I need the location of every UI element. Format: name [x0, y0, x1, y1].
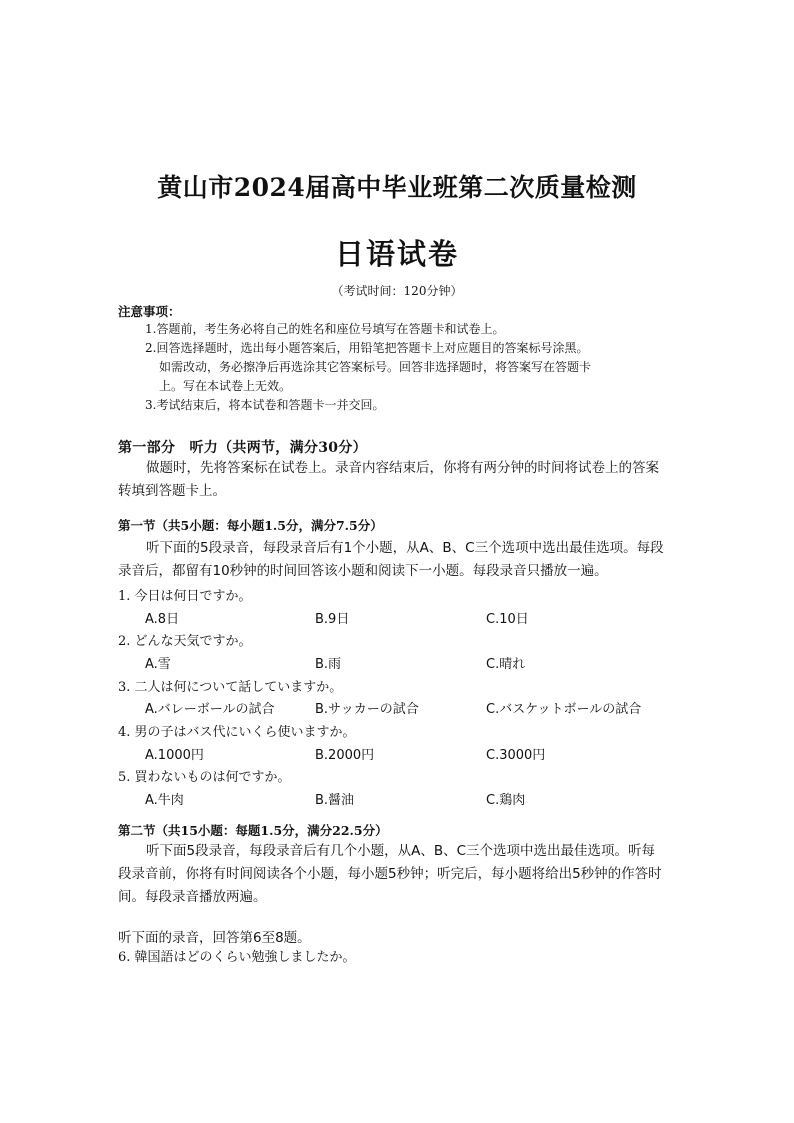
option-c: C.3000円: [486, 748, 546, 763]
option-b: B.サッカーの試合: [315, 702, 419, 717]
option-a: A.雪: [145, 657, 171, 672]
question-text: 5. 買わないものは何ですか。: [118, 770, 291, 785]
part1-heading: 第一部分 听力（共两节，满分30分）: [118, 440, 367, 456]
option-a: A.1000円: [145, 748, 204, 763]
option-b: B.9日: [315, 612, 350, 627]
option-b: B.2000円: [315, 748, 375, 763]
option-a: A.8日: [145, 612, 180, 627]
section2-instruction: 听下面的录音，回答第6至8题。: [118, 930, 311, 946]
exam-time-note: （考试时间：120分钟）: [331, 284, 463, 298]
notice-item: 1.答题前，考生务必将自己的姓名和座位号填写在答题卡和试卷上。: [145, 322, 505, 336]
option-a: A.バレーボールの試合: [145, 702, 275, 717]
section1-intro: 听下面的5段录音，每段录音后有1个小题，从A、B、C三个选项中选出最佳选项。每段录音后，都留有10秒钟的时间回答该小题和阅读下一小题。每段录音只播放一遍。: [118, 540, 664, 579]
exam-subtitle: 日语试卷: [334, 237, 459, 271]
question-text: 2. どんな天気ですか。: [118, 634, 252, 649]
notice-list: [145, 320, 675, 415]
section2-heading: 第二节（共15小题：每题1.5分，满分22.5分）: [118, 823, 388, 838]
section1-heading: 第一节（共5小题：每小题1.5分，满分7.5分）: [118, 518, 383, 533]
option-c: C.バスケットボールの試合: [486, 702, 642, 717]
section2-intro: 听下面5段录音，每段录音后有几个小题，从A、B、C三个选项中选出最佳选项。听每段录音前，你将有时间阅读各个小题，每小题5秒钟；听完后，每小题将给出5秒钟的作答时间。每段录音播放两遍。: [118, 843, 662, 905]
question-text: 6. 韓国語はどのくらい勉強しましたか。: [118, 950, 356, 965]
option-c: C.鶏肉: [486, 793, 526, 808]
option-a: A.牛肉: [145, 793, 184, 808]
option-b: B.雨: [315, 657, 342, 672]
question-text: 4. 男の子はバス代にいくら使いますか。: [118, 725, 356, 740]
notice-heading: 注意事项：: [118, 304, 181, 319]
option-c: C.10日: [486, 612, 529, 627]
notice-item: 2.回答选择题时，选出每小题答案后，用铅笔把答题卡上对应题目的答案标号涂黑。: [145, 341, 589, 355]
question-text: 1. 今日は何日ですか。: [118, 589, 252, 604]
part1-intro: 做题时，先将答案标在试卷上。录音内容结束后，你将有两分钟的时间将试卷上的答案转填到答题卡上。: [118, 460, 659, 499]
question-text: 3. 二人は何について話していますか。: [118, 680, 343, 695]
notice-item-continued: 上。写在本试卷上无效。: [159, 379, 292, 393]
option-c: C.晴れ: [486, 657, 526, 672]
notice-item-continued: 如需改动，务必擦净后再选涂其它答案标号。回答非选择题时，将答案写在答题卡: [159, 360, 592, 374]
exam-title: 黄山市2024届高中毕业班第二次质量检测: [157, 173, 637, 202]
option-b: B.醤油: [315, 793, 355, 808]
notice-item: 3.考试结束后，将本试卷和答题卡一并交回。: [145, 398, 385, 412]
